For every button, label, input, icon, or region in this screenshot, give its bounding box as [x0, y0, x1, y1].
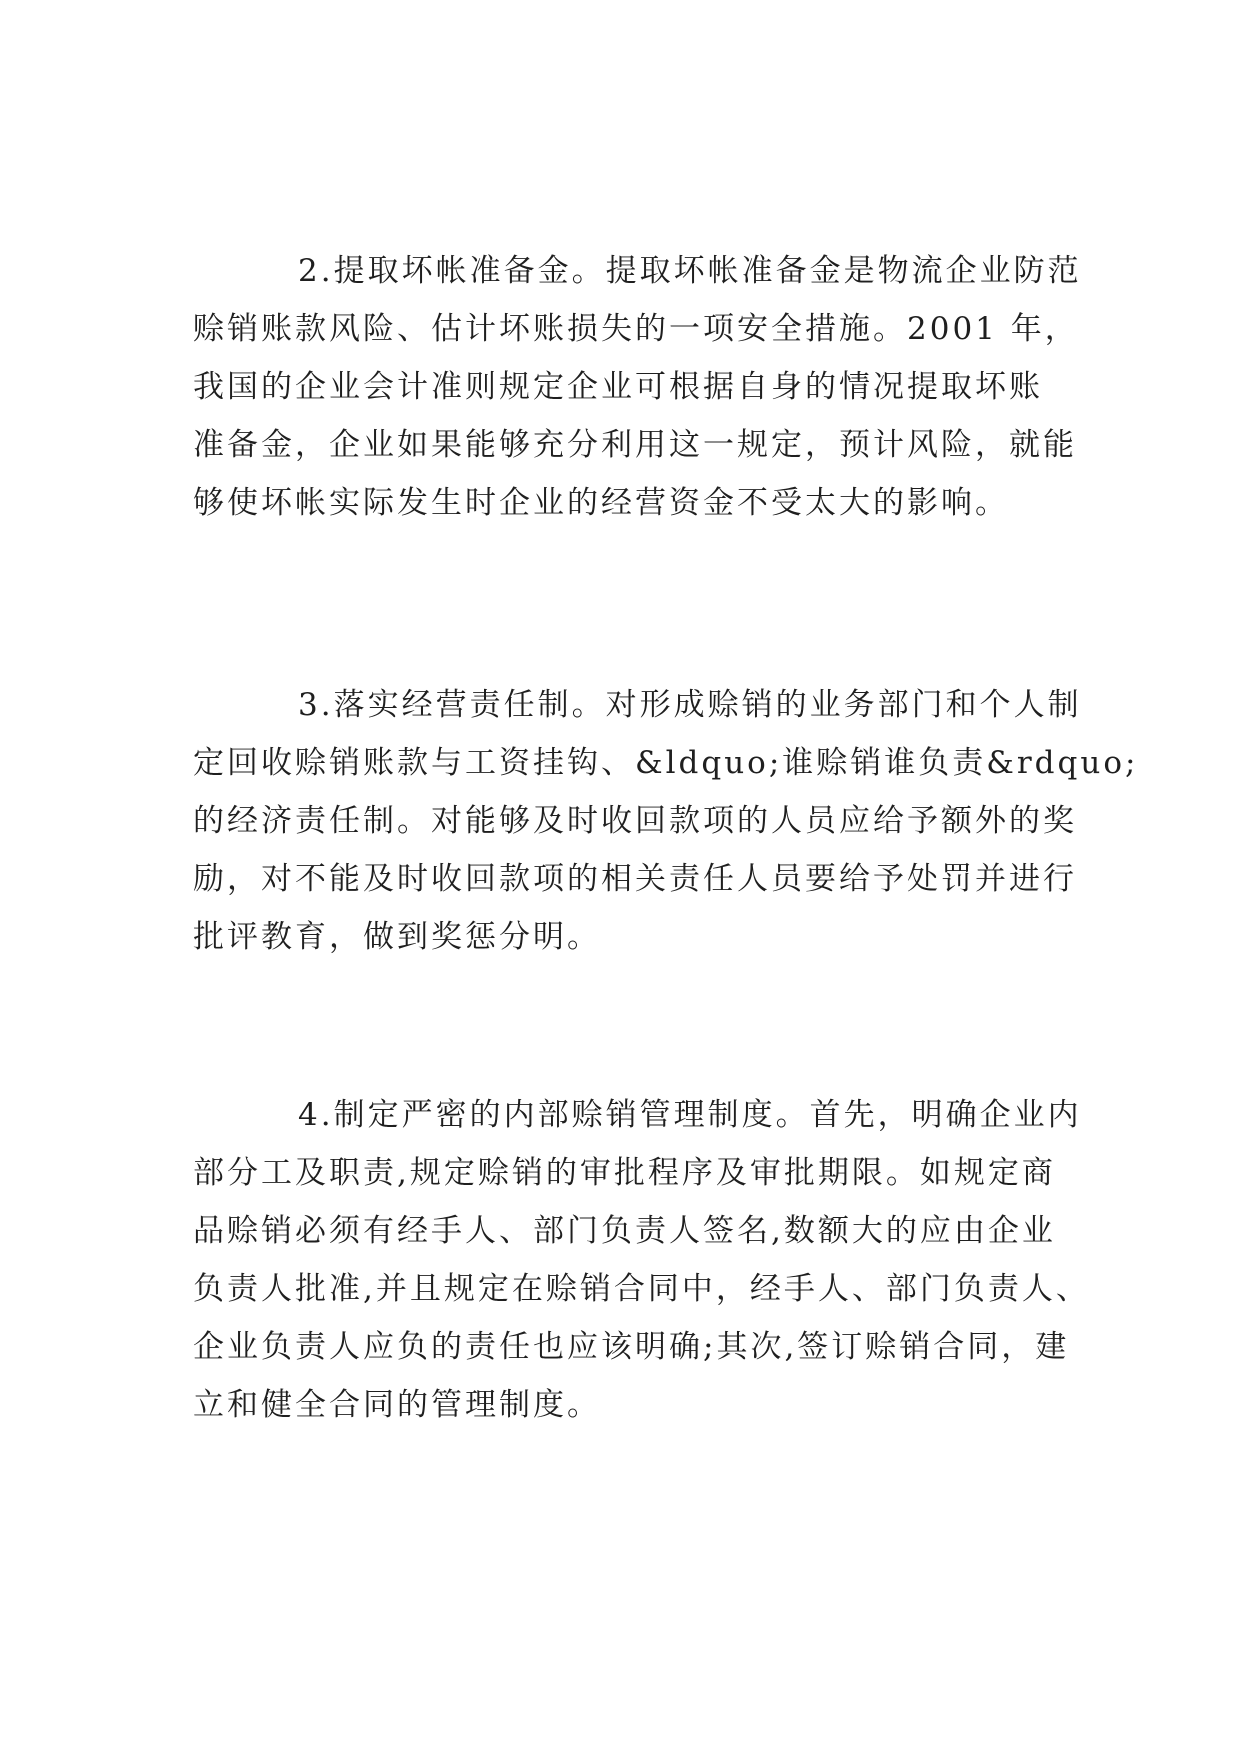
- paragraph-line: 3.落实经营责任制。对形成赊销的业务部门和个人制: [298, 687, 1082, 723]
- paragraph-line: 赊销账款风险、估计坏账损失的一项安全措施。2001 年，: [193, 311, 1079, 347]
- paragraph-line: 定回收赊销账款与工资挂钩、&ldquo;谁赊销谁负责&rdquo;: [193, 745, 1139, 781]
- paragraph-line: 负责人批准,并且规定在赊销合同中，经手人、部门负责人、: [193, 1271, 1090, 1307]
- paragraph-line: 我国的企业会计准则规定企业可根据自身的情况提取坏账: [193, 369, 1043, 405]
- paragraph-credit-management: [193, 1086, 1090, 1434]
- paragraph-line: 2.提取坏帐准备金。提取坏帐准备金是物流企业防范: [298, 253, 1082, 289]
- paragraph-line: 够使坏帐实际发生时企业的经营资金不受太大的影响。: [193, 485, 1009, 521]
- paragraph-line: 企业负责人应负的责任也应该明确;其次,签订赊销合同，建: [193, 1329, 1070, 1365]
- paragraph-responsibility-system: [193, 676, 1139, 966]
- paragraph-line: 准备金，企业如果能够充分利用这一规定，预计风险，就能: [193, 427, 1077, 463]
- paragraph-line: 品赊销必须有经手人、部门负责人签名,数额大的应由企业: [193, 1213, 1056, 1249]
- paragraph-bad-debt-reserve: [193, 242, 1082, 532]
- paragraph-line: 部分工及职责,规定赊销的审批程序及审批期限。如规定商: [193, 1155, 1056, 1191]
- paragraph-line: 的经济责任制。对能够及时收回款项的人员应给予额外的奖: [193, 803, 1077, 839]
- paragraph-line: 4.制定严密的内部赊销管理制度。首先，明确企业内: [298, 1097, 1082, 1133]
- paragraph-line: 立和健全合同的管理制度。: [193, 1387, 601, 1423]
- paragraph-line: 励，对不能及时收回款项的相关责任人员要给予处罚并进行: [193, 861, 1077, 897]
- paragraph-line: 批评教育，做到奖惩分明。: [193, 919, 601, 955]
